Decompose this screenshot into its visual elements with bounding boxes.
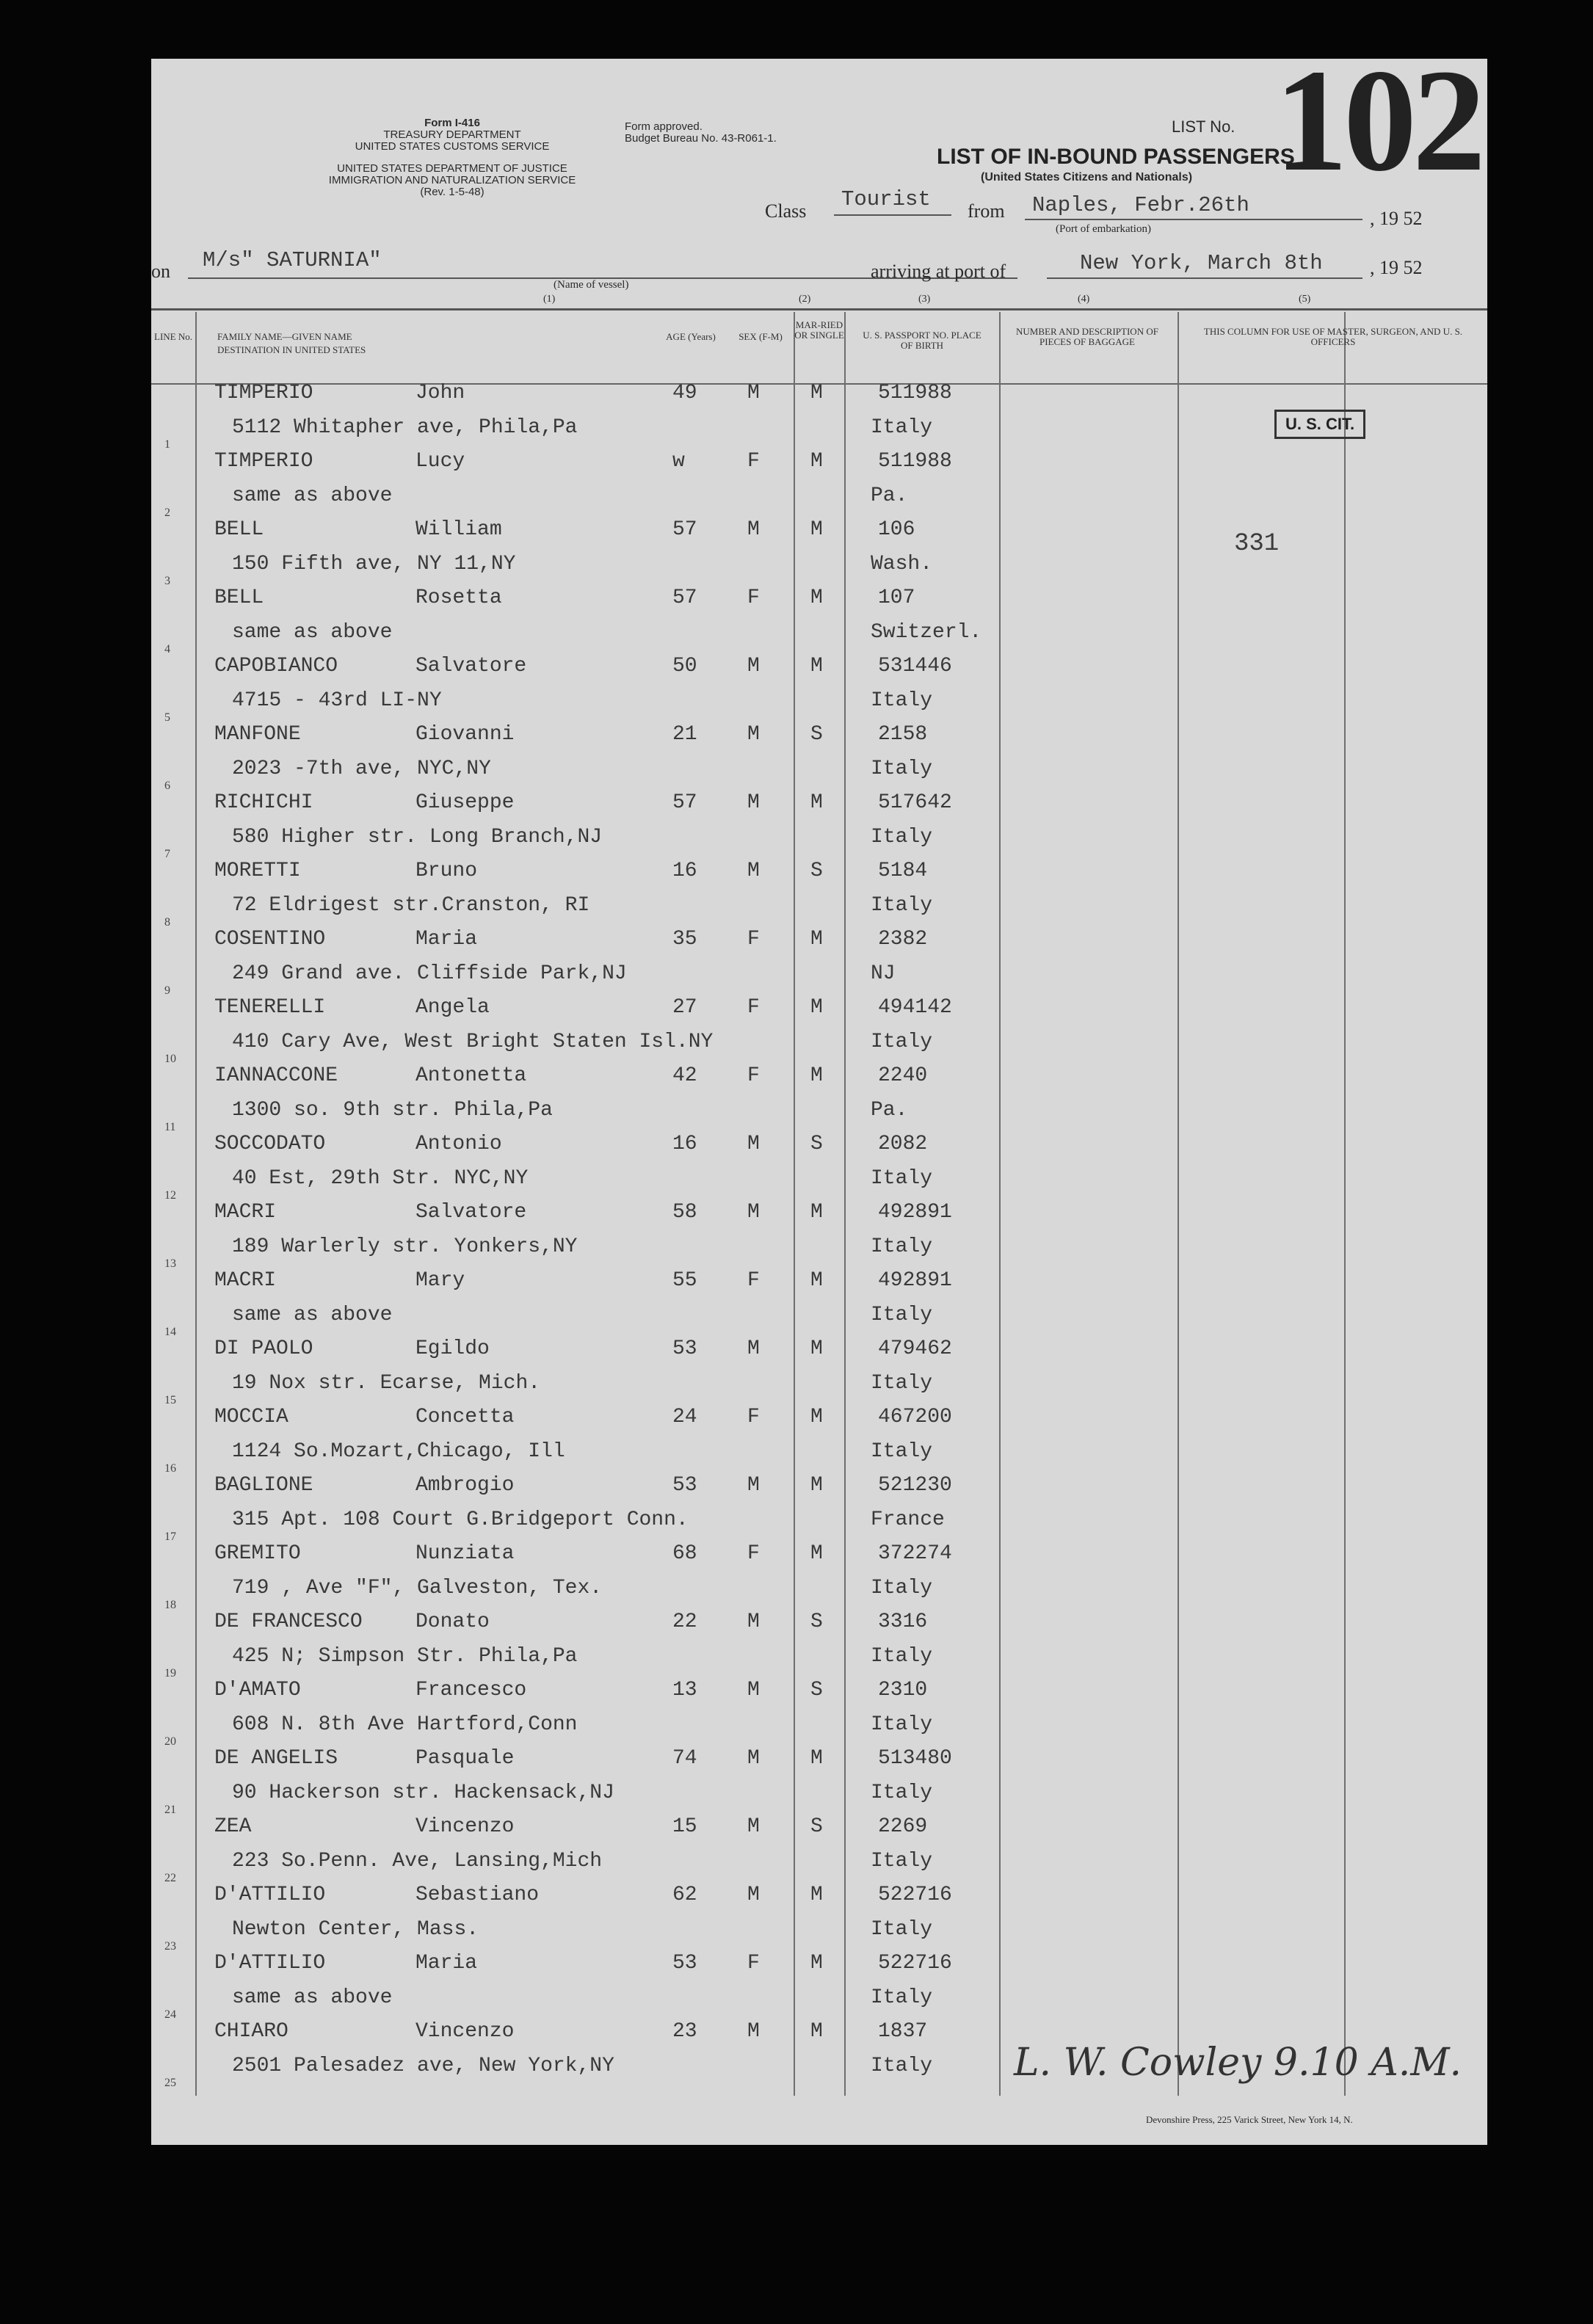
passport-number: 2269 (878, 1815, 928, 1838)
table-row (151, 723, 1487, 795)
given-name: Vincenzo (416, 2020, 515, 2043)
family-name: BAGLIONE (214, 1474, 313, 1497)
port-embark-caption: (Port of embarkation) (1056, 223, 1151, 235)
place-of-birth: Italy (871, 1167, 933, 1190)
table-row (151, 1747, 1487, 1819)
passport-number: 511988 (878, 382, 952, 404)
place-of-birth: Italy (871, 1713, 933, 1736)
destination: 608 N. 8th Ave Hartford,Conn (232, 1713, 578, 1736)
sex: F (747, 1542, 760, 1565)
line-number: 6 (164, 780, 170, 792)
passport-number: 494142 (878, 996, 952, 1019)
given-name: Francesco (416, 1679, 527, 1702)
place-of-birth: Italy (871, 1850, 933, 1873)
passport-number: 107 (878, 587, 915, 609)
given-name: Maria (416, 1952, 478, 1975)
table-row (151, 587, 1487, 658)
class-value: Tourist (841, 187, 931, 211)
table-row (151, 1133, 1487, 1205)
place-of-birth: Italy (871, 1031, 933, 1053)
revision: (Rev. 1-5-48) (420, 186, 485, 198)
inspector-signature: L. W. Cowley 9.10 A.M. (1014, 2041, 1462, 2085)
line-number: 20 (164, 1735, 176, 1748)
place-of-birth: Italy (871, 1304, 933, 1326)
destination: 1124 So.Mozart,Chicago, Ill (232, 1440, 565, 1463)
given-name: John (416, 382, 465, 404)
sex: M (747, 1884, 760, 1906)
destination: 425 N; Simpson Str. Phila,Pa (232, 1645, 578, 1668)
marital-status: M (810, 1201, 823, 1224)
place-of-birth: Italy (871, 894, 933, 917)
col-age: AGE (Years) (666, 331, 716, 342)
officer-annotation: 331 (1234, 530, 1280, 558)
year-from: , 19 52 (1370, 208, 1423, 229)
sex: M (747, 1337, 760, 1360)
table-row (151, 1201, 1487, 1273)
marital-status: M (810, 996, 823, 1019)
age: 49 (672, 382, 697, 404)
marital-status: S (810, 1679, 823, 1702)
sex: F (747, 1952, 760, 1975)
age: 42 (672, 1064, 697, 1087)
place-of-birth: Italy (871, 826, 933, 849)
table-row (151, 655, 1487, 727)
place-of-birth: France (871, 1508, 945, 1531)
marital-status: M (810, 1064, 823, 1087)
sex: F (747, 1064, 760, 1087)
place-of-birth: Italy (871, 1440, 933, 1463)
destination: same as above (232, 484, 393, 507)
given-name: Concetta (416, 1406, 515, 1428)
line-number: 16 (164, 1462, 176, 1475)
sex: F (747, 1406, 760, 1428)
given-name: Nunziata (416, 1542, 515, 1565)
age: 58 (672, 1201, 697, 1224)
document-title: LIST OF IN-BOUND PASSENGERS (937, 145, 1295, 169)
age: 53 (672, 1952, 697, 1975)
family-name: SOCCODATO (214, 1133, 326, 1155)
destination: 72 Eldrigest str.Cranston, RI (232, 894, 590, 917)
line-number: 18 (164, 1599, 176, 1611)
marital-status: M (810, 1747, 823, 1770)
marital-status: M (810, 2020, 823, 2043)
place-of-birth: Italy (871, 1782, 933, 1804)
place-of-birth: Switzerl. (871, 621, 982, 644)
family-name: ZEA (214, 1815, 252, 1838)
age: 16 (672, 860, 697, 882)
family-name: MACRI (214, 1269, 277, 1292)
form-approved: Form approved. (625, 120, 703, 133)
col-passport: U. S. PASSPORT NO. PLACE OF BIRTH (863, 330, 981, 351)
sex: M (747, 1679, 760, 1702)
printer-footer: Devonshire Press, 225 Varick Street, New York 14, N. (1146, 2114, 1353, 2125)
table-row (151, 450, 1487, 522)
age: 22 (672, 1611, 697, 1633)
given-name: Mary (416, 1269, 465, 1292)
place-of-birth: Italy (871, 1372, 933, 1395)
destination: 580 Higher str. Long Branch,NJ (232, 826, 603, 849)
age: 53 (672, 1337, 697, 1360)
destination: 2023 -7th ave, NYC,NY (232, 758, 491, 780)
sex: F (747, 1269, 760, 1292)
given-name: Salvatore (416, 655, 527, 678)
given-name: Lucy (416, 450, 465, 473)
passport-number: 5184 (878, 860, 928, 882)
family-name: DI PAOLO (214, 1337, 313, 1360)
passport-number: 2082 (878, 1133, 928, 1155)
form-header-left (342, 117, 562, 153)
passport-number: 517642 (878, 791, 952, 814)
col-officers: THIS COLUMN FOR USE OF MASTER, SURGEON, AND U. S. OFFICERS (1203, 326, 1463, 347)
table-row (151, 1884, 1487, 1956)
given-name: Antonio (416, 1133, 502, 1155)
age: 23 (672, 2020, 697, 2043)
list-number: 102 (1274, 59, 1481, 202)
passport-number: 2310 (878, 1679, 928, 1702)
marital-status: M (810, 1269, 823, 1292)
passenger-list-document (151, 59, 1487, 2145)
destination: 40 Est, 29th Str. NYC,NY (232, 1167, 529, 1190)
marital-status: M (810, 655, 823, 678)
us-citizen-stamp: U. S. CIT. (1274, 410, 1365, 439)
place-of-birth: Wash. (871, 553, 933, 575)
passport-number: 479462 (878, 1337, 952, 1360)
given-name: Salvatore (416, 1201, 527, 1224)
family-name: BELL (214, 518, 264, 541)
col-num-5: (5) (1299, 294, 1311, 305)
sex: F (747, 996, 760, 1019)
line-number: 4 (164, 643, 170, 656)
destination: same as above (232, 621, 393, 644)
age: 57 (672, 587, 697, 609)
destination: 410 Cary Ave, West Bright Staten Isl.NY (232, 1031, 714, 1053)
col-married: MAR-RIED OR SINGLE (794, 319, 844, 341)
line-number: 21 (164, 1804, 176, 1816)
destination: same as above (232, 1986, 393, 2009)
line-number: 19 (164, 1667, 176, 1680)
line-number: 22 (164, 1872, 176, 1884)
sex: F (747, 928, 760, 951)
line-number: 10 (164, 1053, 176, 1065)
table-row (151, 1542, 1487, 1614)
marital-status: M (810, 1542, 823, 1565)
given-name: Bruno (416, 860, 478, 882)
table-row (151, 1064, 1487, 1136)
destination: 90 Hackerson str. Hackensack,NJ (232, 1782, 614, 1804)
line-number: 14 (164, 1326, 176, 1338)
sex: M (747, 518, 760, 541)
customs-service: UNITED STATES CUSTOMS SERVICE (355, 140, 550, 153)
family-name: CAPOBIANCO (214, 655, 338, 678)
destination: 150 Fifth ave, NY 11,NY (232, 553, 516, 575)
marital-status: S (810, 1815, 823, 1838)
sex: M (747, 1747, 760, 1770)
given-name: Vincenzo (416, 1815, 515, 1838)
family-name: CHIARO (214, 2020, 289, 2043)
family-name: COSENTINO (214, 928, 326, 951)
age: 57 (672, 791, 697, 814)
family-name: BELL (214, 587, 264, 609)
arrival-port-date: New York, March 8th (1080, 251, 1323, 275)
passport-number: 3316 (878, 1611, 928, 1633)
line-number: 23 (164, 1940, 176, 1953)
on-label: on (151, 261, 170, 282)
family-name: MORETTI (214, 860, 301, 882)
passport-number: 2382 (878, 928, 928, 951)
marital-status: M (810, 1884, 823, 1906)
marital-status: S (810, 1611, 823, 1633)
destination: 719 , Ave "F", Galveston, Tex. (232, 1577, 603, 1599)
passport-number: 522716 (878, 1884, 952, 1906)
line-number: 15 (164, 1394, 176, 1406)
passport-number: 531446 (878, 655, 952, 678)
sex: M (747, 1133, 760, 1155)
sex: M (747, 1815, 760, 1838)
given-name: Angela (416, 996, 490, 1019)
destination: 249 Grand ave. Cliffside Park,NJ (232, 962, 627, 985)
age: 15 (672, 1815, 697, 1838)
line-number: 25 (164, 2077, 176, 2089)
table-row (151, 1337, 1487, 1409)
given-name: Giovanni (416, 723, 515, 746)
sex: M (747, 2020, 760, 2043)
vessel-caption: (Name of vessel) (554, 279, 629, 291)
passport-number: 106 (878, 518, 915, 541)
marital-status: M (810, 791, 823, 814)
family-name: TIMPERIO (214, 450, 313, 473)
given-name: Antonetta (416, 1064, 527, 1087)
family-name: MACRI (214, 1201, 277, 1224)
arriving-label: arriving at port of (871, 261, 1006, 282)
marital-status: S (810, 860, 823, 882)
age: 55 (672, 1269, 697, 1292)
line-number: 1 (164, 438, 170, 451)
marital-status: M (810, 450, 823, 473)
given-name: Pasquale (416, 1747, 515, 1770)
table-row (151, 1269, 1487, 1341)
col-num-2: (2) (799, 294, 811, 305)
sex: M (747, 1474, 760, 1497)
sex: M (747, 791, 760, 814)
table-row (151, 860, 1487, 932)
family-name: GREMITO (214, 1542, 301, 1565)
sex: M (747, 723, 760, 746)
marital-status: M (810, 928, 823, 951)
justice-block (298, 163, 606, 198)
marital-status: S (810, 1133, 823, 1155)
line-number: 3 (164, 575, 170, 587)
age: 53 (672, 1474, 697, 1497)
sex: M (747, 1201, 760, 1224)
line-number: 17 (164, 1530, 176, 1543)
place-of-birth: Italy (871, 689, 933, 712)
marital-status: M (810, 518, 823, 541)
age: 68 (672, 1542, 697, 1565)
budget-bureau: Budget Bureau No. 43-R061-1. (625, 132, 777, 145)
passport-number: 467200 (878, 1406, 952, 1428)
line-number: 11 (164, 1121, 176, 1133)
family-name: D'AMATO (214, 1679, 301, 1702)
form-number: Form I-416 (424, 117, 480, 129)
col-baggage: NUMBER AND DESCRIPTION OF PIECES OF BAGGAGE (1016, 326, 1158, 347)
line-number: 2 (164, 506, 170, 519)
marital-status: M (810, 587, 823, 609)
line-number: 13 (164, 1257, 176, 1270)
destination: 4715 - 43rd LI-NY (232, 689, 442, 712)
place-of-birth: Italy (871, 416, 933, 439)
line-number: 12 (164, 1189, 176, 1202)
family-name: DE FRANCESCO (214, 1611, 363, 1633)
family-name: MOCCIA (214, 1406, 289, 1428)
given-name: Egildo (416, 1337, 490, 1360)
sex: M (747, 860, 760, 882)
table-row (151, 518, 1487, 590)
col-name: FAMILY NAME—GIVEN NAME (217, 331, 352, 342)
passport-number: 372274 (878, 1542, 952, 1565)
family-name: IANNACCONE (214, 1064, 338, 1087)
destination: 315 Apt. 108 Court G.Bridgeport Conn. (232, 1508, 689, 1531)
place-of-birth: NJ (871, 962, 896, 985)
place-of-birth: Italy (871, 1235, 933, 1258)
year-arrive: , 19 52 (1370, 257, 1423, 278)
place-of-birth: Italy (871, 2055, 933, 2077)
place-of-birth: Pa. (871, 1099, 908, 1122)
ins-service: IMMIGRATION AND NATURALIZATION SERVICE (328, 174, 576, 186)
table-row (151, 1474, 1487, 1546)
family-name: MANFONE (214, 723, 301, 746)
marital-status: M (810, 1474, 823, 1497)
given-name: Rosetta (416, 587, 502, 609)
place-of-birth: Italy (871, 1645, 933, 1668)
passport-number: 2158 (878, 723, 928, 746)
given-name: Ambrogio (416, 1474, 515, 1497)
marital-status: M (810, 1406, 823, 1428)
line-number: 9 (164, 984, 170, 997)
passport-number: 522716 (878, 1952, 952, 1975)
passport-number: 492891 (878, 1201, 952, 1224)
marital-status: S (810, 723, 823, 746)
age: 24 (672, 1406, 697, 1428)
table-row (151, 996, 1487, 1068)
passport-number: 2240 (878, 1064, 928, 1087)
table-row (151, 1952, 1487, 2024)
sex: M (747, 1611, 760, 1633)
given-name: Maria (416, 928, 478, 951)
age: 57 (672, 518, 697, 541)
col-num-3: (3) (918, 294, 931, 305)
col-num-1: (1) (543, 294, 556, 305)
approval-block (625, 121, 777, 145)
justice-dept: UNITED STATES DEPARTMENT OF JUSTICE (337, 162, 567, 175)
destination: same as above (232, 1304, 393, 1326)
col-num-4: (4) (1078, 294, 1090, 305)
line-number: 8 (164, 916, 170, 929)
line-number: 7 (164, 848, 170, 860)
table-row (151, 791, 1487, 863)
treasury-dept: TREASURY DEPARTMENT (383, 128, 521, 141)
destination: 2501 Palesadez ave, New York,NY (232, 2055, 614, 2077)
col-destination: DESTINATION IN UNITED STATES (217, 344, 366, 355)
passport-number: 1837 (878, 2020, 928, 2043)
table-row (151, 1406, 1487, 1478)
list-no-label: LIST No. (1172, 117, 1235, 136)
sex: F (747, 450, 760, 473)
marital-status: M (810, 382, 823, 404)
given-name: Donato (416, 1611, 490, 1633)
place-of-birth: Italy (871, 1986, 933, 2009)
destination: Newton Center, Mass. (232, 1918, 479, 1941)
destination: 223 So.Penn. Ave, Lansing,Mich (232, 1850, 603, 1873)
given-name: William (416, 518, 502, 541)
family-name: TENERELLI (214, 996, 326, 1019)
place-of-birth: Italy (871, 1918, 933, 1941)
family-name: RICHICHI (214, 791, 313, 814)
table-row (151, 1611, 1487, 1682)
passport-number: 492891 (878, 1269, 952, 1292)
given-name: Sebastiano (416, 1884, 540, 1906)
age: w (672, 450, 685, 473)
destination: 5112 Whitapher ave, Phila,Pa (232, 416, 578, 439)
passport-number: 521230 (878, 1474, 952, 1497)
place-of-birth: Italy (871, 1577, 933, 1599)
age: 21 (672, 723, 697, 746)
from-label: from (968, 200, 1005, 222)
marital-status: M (810, 1952, 823, 1975)
family-name: D'ATTILIO (214, 1884, 326, 1906)
table-row (151, 1815, 1487, 1887)
given-name: Giuseppe (416, 791, 515, 814)
place-of-birth: Pa. (871, 484, 908, 507)
age: 35 (672, 928, 697, 951)
from-value: Naples, Febr.26th (1032, 193, 1249, 217)
col-line-no: LINE No. (154, 331, 192, 342)
table-row (151, 1679, 1487, 1751)
line-number: 24 (164, 2008, 176, 2021)
passport-number: 513480 (878, 1747, 952, 1770)
class-label: Class (765, 200, 807, 222)
destination: 1300 so. 9th str. Phila,Pa (232, 1099, 553, 1122)
age: 16 (672, 1133, 697, 1155)
sex: F (747, 587, 760, 609)
age: 74 (672, 1747, 697, 1770)
col-sex: SEX (F-M) (739, 331, 783, 342)
place-of-birth: Italy (871, 758, 933, 780)
marital-status: M (810, 1337, 823, 1360)
family-name: TIMPERIO (214, 382, 313, 404)
sex: M (747, 655, 760, 678)
family-name: D'ATTILIO (214, 1952, 326, 1975)
age: 50 (672, 655, 697, 678)
destination: 189 Warlerly str. Yonkers,NY (232, 1235, 578, 1258)
passport-number: 511988 (878, 450, 952, 473)
age: 13 (672, 1679, 697, 1702)
age: 27 (672, 996, 697, 1019)
family-name: DE ANGELIS (214, 1747, 338, 1770)
vessel-name: M/s" SATURNIA" (203, 248, 382, 272)
destination: 19 Nox str. Ecarse, Mich. (232, 1372, 541, 1395)
passenger-rows (151, 382, 1487, 2092)
age: 62 (672, 1884, 697, 1906)
sex: M (747, 382, 760, 404)
document-subtitle: (United States Citizens and Nationals) (981, 171, 1193, 184)
line-number: 5 (164, 711, 170, 724)
table-row (151, 928, 1487, 1000)
